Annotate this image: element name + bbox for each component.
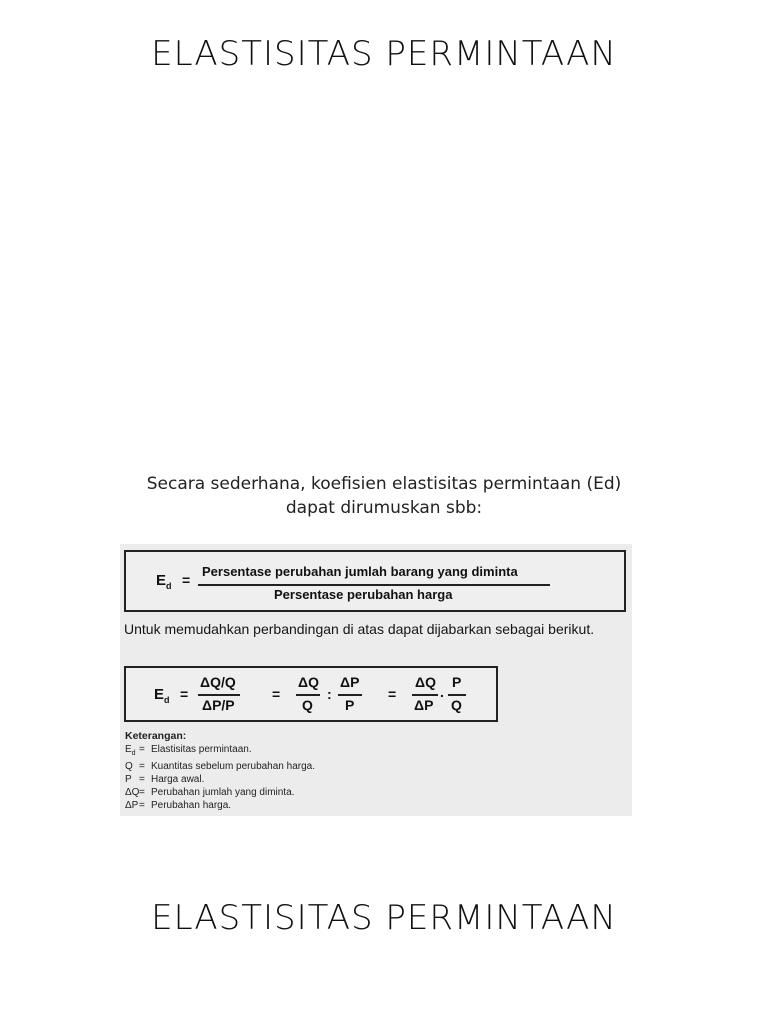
formula2-lhs: [154, 686, 170, 705]
legend-description: Elastisitas permintaan.: [151, 744, 252, 755]
formula1-lhs-symbol: E: [156, 572, 167, 589]
legend: [125, 730, 315, 812]
slide-title-top: ELASTISITAS PERMINTAAN: [151, 34, 617, 74]
formula2-lhs-symbol: E: [154, 686, 165, 703]
formula2-frac2-denominator: Q: [302, 697, 313, 713]
formula2-lhs-subscript: d: [164, 695, 170, 705]
formula2-frac4-bar: [412, 694, 438, 696]
formula-note: Untuk memudahkan perbandingan di atas dapat dijabarkan sebagai berikut.: [124, 621, 595, 637]
formula2-frac1-denominator: ΔP/P: [202, 697, 235, 713]
formula1-lhs: [156, 572, 172, 591]
formula-box-basic: [124, 550, 626, 612]
intro-line-1: Secara sederhana, koefisien elastisitas permintaan (Ed): [146, 474, 622, 494]
formula2-frac2-bar: [296, 694, 320, 696]
formula2-frac1-bar: [198, 694, 240, 696]
formula2-frac4-denominator: ΔP: [414, 697, 434, 713]
formula-box-expanded: [124, 666, 498, 722]
intro-text: [110, 472, 658, 520]
legend-description: Harga awal.: [151, 774, 205, 785]
legend-item: [125, 743, 315, 760]
formula1-fraction-bar: [198, 584, 550, 586]
intro-line-2: dapat dirumuskan sbb:: [285, 498, 483, 518]
formula2-equals-3: =: [388, 686, 397, 702]
legend-equals: =: [139, 774, 145, 785]
formula1-lhs-subscript: d: [166, 581, 172, 591]
legend-symbol: Q: [125, 761, 133, 772]
formula2-frac5-denominator: Q: [451, 697, 462, 713]
legend-item: [125, 786, 315, 799]
formula-figure: [120, 544, 632, 816]
formula2-equals-2: =: [272, 686, 281, 702]
slide-title-bottom: ELASTISITAS PERMINTAAN: [151, 898, 617, 938]
legend-equals: =: [139, 800, 145, 811]
formula1-denominator: Persentase perubahan harga: [274, 587, 453, 602]
formula1-numerator: Persentase perubahan jumlah barang yang diminta: [202, 564, 518, 579]
legend-symbol: ΔQ: [125, 787, 140, 798]
legend-equals: =: [139, 761, 145, 772]
legend-symbol-subscript: d: [131, 750, 136, 757]
legend-symbol: [125, 743, 139, 760]
legend-equals: =: [139, 787, 145, 798]
formula2-multiply-sign: .: [440, 684, 444, 700]
legend-item: [125, 799, 315, 812]
legend-symbol: P: [125, 774, 132, 785]
formula2-frac5-bar: [448, 694, 466, 696]
legend-symbol-text: E: [125, 744, 132, 755]
legend-description: Kuantitas sebelum perubahan harga.: [151, 761, 316, 772]
legend-item: [125, 773, 315, 786]
legend-item: [125, 760, 315, 773]
formula2-frac1-numerator: ΔQ/Q: [200, 674, 236, 690]
formula2-divide-sign: :: [327, 686, 332, 702]
legend-equals: =: [139, 744, 145, 755]
legend-description: Perubahan jumlah yang diminta.: [151, 787, 295, 798]
formula2-frac3-bar: [338, 694, 362, 696]
legend-description: Perubahan harga.: [151, 800, 232, 811]
formula1-equals: =: [182, 572, 191, 588]
formula2-frac3-denominator: P: [345, 697, 355, 713]
formula2-frac2-numerator: ΔQ: [298, 674, 319, 690]
legend-title: Keterangan:: [125, 730, 187, 742]
formula2-frac5-numerator: P: [452, 674, 462, 690]
formula2-frac4-numerator: ΔQ: [415, 674, 436, 690]
formula2-equals-1: =: [180, 686, 189, 702]
formula2-frac3-numerator: ΔP: [340, 674, 360, 690]
legend-symbol: ΔP: [125, 800, 139, 811]
